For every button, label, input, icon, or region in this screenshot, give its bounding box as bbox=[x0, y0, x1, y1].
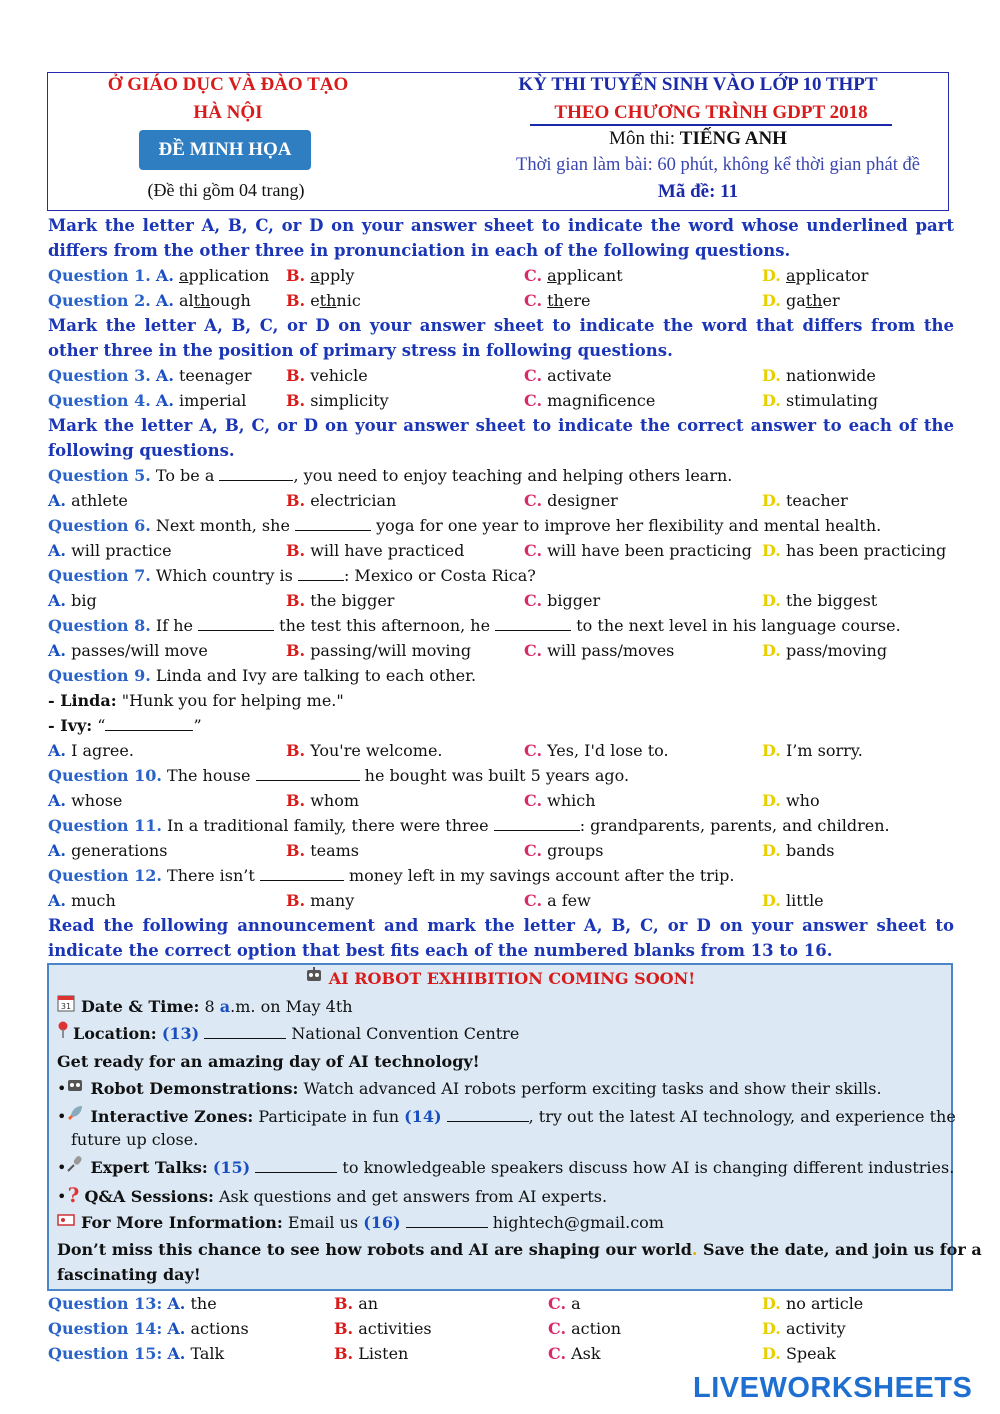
option-text: teams bbox=[310, 841, 360, 860]
option-letter: C. bbox=[524, 741, 543, 760]
option-text: many bbox=[310, 891, 355, 910]
quote-close: ” bbox=[193, 716, 202, 735]
ready-line: Get ready for an amazing day of AI technology! bbox=[57, 1051, 480, 1071]
option-letter: B. bbox=[286, 266, 306, 285]
option-letter: D. bbox=[762, 541, 781, 560]
option-text: I agree. bbox=[71, 741, 134, 760]
reading-questions bbox=[48, 1291, 954, 1366]
option-text: much bbox=[71, 891, 116, 910]
option-letter: C. bbox=[524, 541, 543, 560]
answer-blank[interactable] bbox=[295, 514, 371, 531]
option-letter: D. bbox=[762, 491, 781, 510]
option-text: nic bbox=[336, 291, 361, 310]
subject-line bbox=[478, 128, 918, 150]
option-letter: A. bbox=[155, 391, 174, 410]
option-text: Speak bbox=[785, 1344, 836, 1363]
option-text: al bbox=[178, 291, 194, 310]
underlined-part: th bbox=[319, 291, 337, 310]
option-letter: C. bbox=[524, 841, 543, 860]
question-7-stem bbox=[48, 563, 954, 588]
logo-worksheets: WORKSHEETS bbox=[759, 1372, 973, 1404]
question-label: Question 13: bbox=[48, 1294, 163, 1313]
question-8-stem bbox=[48, 613, 954, 638]
option-text: pplication bbox=[188, 266, 270, 285]
question-text: The house bbox=[161, 766, 256, 785]
blank-number: (14) bbox=[404, 1106, 442, 1126]
question-12-stem bbox=[48, 863, 954, 888]
demo-text: Watch advanced AI robots perform exciting tasks and show their skills. bbox=[298, 1079, 882, 1098]
option-text: activities bbox=[358, 1319, 432, 1338]
question-1 bbox=[48, 263, 954, 288]
demo-row bbox=[57, 1075, 943, 1103]
option-text: little bbox=[785, 891, 824, 910]
question-3 bbox=[48, 363, 954, 388]
option-letter: A. bbox=[48, 641, 66, 660]
info-email: hightech@gmail.com bbox=[487, 1213, 664, 1232]
option-text: simplicity bbox=[310, 391, 389, 410]
option-letter: D. bbox=[762, 1294, 781, 1313]
option-letter: B. bbox=[286, 741, 306, 760]
question-6-stem bbox=[48, 513, 954, 538]
option-letter: C. bbox=[524, 791, 543, 810]
question-text: , you need to enjoy teaching and helping others learn. bbox=[293, 466, 733, 485]
blank-number: (13) bbox=[161, 1024, 200, 1043]
option-text: pass/moving bbox=[785, 641, 888, 660]
option-text: actions bbox=[190, 1319, 249, 1338]
option-letter: D. bbox=[762, 591, 781, 610]
location-label: Location: bbox=[73, 1024, 157, 1043]
question-label: Question 8. bbox=[48, 616, 151, 635]
info-label: For More Information: bbox=[81, 1213, 283, 1232]
department-city: HÀ NỘI bbox=[193, 102, 263, 123]
question-label: Question 5. bbox=[48, 466, 151, 485]
answer-blank[interactable] bbox=[204, 1022, 286, 1039]
zones-text: Participate in fun bbox=[253, 1106, 405, 1126]
question-11-stem bbox=[48, 813, 954, 838]
logo-live: LIVE bbox=[693, 1372, 760, 1404]
closing-text: Don’t miss this chance to see how robots and AI are shaping our world bbox=[57, 1239, 692, 1259]
option-letter: A. bbox=[167, 1294, 186, 1313]
date-text-highlight: a bbox=[219, 996, 231, 1016]
rocket-icon bbox=[66, 1103, 84, 1131]
bullet-icon: • bbox=[57, 1186, 67, 1206]
option-text: imperial bbox=[178, 391, 247, 410]
option-text: vehicle bbox=[310, 366, 368, 385]
option-text: pplicant bbox=[556, 266, 623, 285]
closing-line-1 bbox=[57, 1237, 982, 1262]
option-text: You're welcome. bbox=[310, 741, 443, 760]
option-text: bands bbox=[785, 841, 835, 860]
option-letter: B. bbox=[334, 1294, 354, 1313]
option-letter: C. bbox=[524, 591, 543, 610]
option-text: passing/will moving bbox=[310, 641, 472, 660]
option-letter: A. bbox=[167, 1319, 186, 1338]
option-letter: B. bbox=[286, 791, 306, 810]
option-letter: A. bbox=[48, 591, 66, 610]
option-text: generations bbox=[71, 841, 168, 860]
underlined-part: th bbox=[193, 291, 211, 310]
option-letter: D. bbox=[762, 366, 781, 385]
answer-blank[interactable] bbox=[298, 564, 344, 581]
option-text: the biggest bbox=[785, 591, 878, 610]
question-11-options bbox=[48, 838, 954, 863]
option-letter: A. bbox=[155, 266, 174, 285]
microphone-icon bbox=[66, 1154, 84, 1182]
question-text: to the next level in his language course. bbox=[571, 616, 901, 635]
option-text: whose bbox=[71, 791, 123, 810]
option-text: an bbox=[358, 1294, 379, 1313]
sample-exam-badge: ĐỀ MINH HỌA bbox=[139, 130, 311, 170]
question-4 bbox=[48, 388, 954, 413]
option-text: who bbox=[785, 791, 820, 810]
option-text: groups bbox=[547, 841, 604, 860]
option-text: er bbox=[822, 291, 840, 310]
option-letter: B. bbox=[286, 291, 306, 310]
option-text: nationwide bbox=[785, 366, 876, 385]
question-text: To be a bbox=[155, 466, 220, 485]
qa-row bbox=[57, 1182, 943, 1210]
underlined-part: a bbox=[178, 266, 189, 285]
question-14 bbox=[48, 1316, 954, 1341]
option-text: bigger bbox=[547, 591, 601, 610]
answer-blank[interactable] bbox=[219, 464, 293, 481]
program-name: THEO CHƯƠNG TRÌNH GDPT 2018 bbox=[530, 102, 892, 126]
answer-blank[interactable] bbox=[495, 614, 571, 631]
option-letter: A. bbox=[48, 541, 66, 560]
date-text: .m. on May 4th bbox=[230, 996, 353, 1016]
dialogue-text: "Hunk you for helping me." bbox=[116, 691, 344, 710]
option-letter: C. bbox=[548, 1319, 567, 1338]
option-letter: C. bbox=[524, 491, 543, 510]
option-text: whom bbox=[310, 791, 359, 810]
option-letter: C. bbox=[524, 391, 543, 410]
question-5-options bbox=[48, 488, 954, 513]
zones-row bbox=[57, 1103, 956, 1131]
option-letter: C. bbox=[524, 891, 543, 910]
question-label: Question 15: bbox=[48, 1344, 163, 1363]
question-8-options bbox=[48, 638, 954, 663]
option-letter: D. bbox=[762, 841, 781, 860]
option-letter: B. bbox=[286, 366, 306, 385]
question-13 bbox=[48, 1291, 954, 1316]
option-text: a bbox=[571, 1294, 581, 1313]
option-letter: B. bbox=[286, 541, 306, 560]
answer-blank[interactable] bbox=[447, 1105, 529, 1122]
time-limit: Thời gian làm bài: 60 phút, không kể thời gian phát đề bbox=[516, 155, 920, 175]
question-6-options bbox=[48, 538, 954, 563]
question-15 bbox=[48, 1341, 954, 1366]
blank-number: (15) bbox=[212, 1158, 251, 1177]
option-text: athlete bbox=[71, 491, 128, 510]
question-10-options bbox=[48, 788, 954, 813]
question-label: Question 11. bbox=[48, 816, 162, 835]
svg-text:31: 31 bbox=[60, 1001, 72, 1011]
option-text: electrician bbox=[310, 491, 397, 510]
department-name: Ở GIÁO DỤC VÀ ĐÀO TẠO bbox=[107, 74, 349, 95]
option-text: Ask bbox=[571, 1344, 601, 1363]
option-text: magnificence bbox=[547, 391, 656, 410]
robot-icon bbox=[66, 1075, 84, 1103]
option-text: Yes, I'd lose to. bbox=[547, 741, 669, 760]
demo-label: Robot Demonstrations: bbox=[90, 1079, 299, 1098]
option-letter: D. bbox=[762, 1319, 781, 1338]
date-row bbox=[57, 993, 943, 1021]
question-text: yoga for one year to improve her flexibility and mental health. bbox=[371, 516, 882, 535]
question-text: In a traditional family, there were three bbox=[161, 816, 494, 835]
question-text: money left in my savings account after the trip. bbox=[343, 866, 735, 885]
exam-code: Mã đề: 11 bbox=[657, 181, 739, 202]
answer-blank[interactable] bbox=[105, 714, 193, 731]
calendar-icon bbox=[57, 993, 75, 1021]
option-letter: D. bbox=[762, 266, 781, 285]
question-text: he bought was built 5 years ago. bbox=[359, 766, 630, 785]
option-text: which bbox=[547, 791, 596, 810]
option-text: will pass/moves bbox=[547, 641, 675, 660]
talks-label: Expert Talks: bbox=[90, 1158, 208, 1177]
zones-row-2: future up close. bbox=[71, 1130, 199, 1149]
option-text: passes/will move bbox=[71, 641, 208, 660]
option-text: Talk bbox=[190, 1344, 225, 1363]
question-2 bbox=[48, 288, 954, 313]
option-text: ga bbox=[785, 291, 806, 310]
instruction-stress: Mark the letter A, B, C, or D on your answer sheet to indicate the word that differs from the other three in the position of primary stress in following questions. bbox=[48, 316, 954, 360]
underlined-part: th bbox=[805, 291, 823, 310]
option-text: ere bbox=[563, 291, 591, 310]
option-text: activate bbox=[547, 366, 612, 385]
underlined-part: a bbox=[310, 266, 320, 285]
location-text: National Convention Centre bbox=[286, 1024, 520, 1043]
option-letter: B. bbox=[286, 491, 306, 510]
announcement-title-row bbox=[57, 965, 943, 993]
announcement-box bbox=[47, 963, 982, 1291]
question-text: : grandparents, parents, and children. bbox=[579, 816, 890, 835]
option-letter: A. bbox=[48, 741, 66, 760]
exam-title: KỲ THI TUYỂN SINH VÀO LỚP 10 THPT bbox=[518, 74, 878, 95]
option-letter: B. bbox=[286, 391, 306, 410]
subject-value: TIẾNG ANH bbox=[679, 128, 787, 149]
bullet-icon: • bbox=[57, 1079, 67, 1098]
date-label: Date & Time: bbox=[81, 996, 200, 1016]
option-text: has been practicing bbox=[785, 541, 947, 560]
zones-text: , try out the latest AI technology, and experience the bbox=[528, 1106, 956, 1126]
instruction-pronunciation: Mark the letter A, B, C, or D on your answer sheet to indicate the word whose underlined part differs from the other three in pronunciation in each of the following questions. bbox=[48, 216, 954, 260]
speaker-label: - Ivy: bbox=[48, 716, 93, 735]
qa-label: Q&A Sessions: bbox=[84, 1186, 214, 1206]
question-label: Question 12. bbox=[48, 866, 162, 885]
option-letter: B. bbox=[286, 841, 306, 860]
option-letter: A. bbox=[48, 891, 66, 910]
option-letter: D. bbox=[762, 391, 781, 410]
question-text: Next month, she bbox=[155, 516, 295, 535]
question-text: Linda and Ivy are talking to each other. bbox=[155, 666, 477, 685]
question-9-options bbox=[48, 738, 954, 763]
exam-header bbox=[47, 72, 949, 211]
closing-text: Save the date, and join us for a bbox=[697, 1239, 982, 1259]
option-letter: B. bbox=[286, 891, 306, 910]
question-9-stem bbox=[48, 663, 954, 688]
option-text: big bbox=[71, 591, 97, 610]
instruction-correct-answer: Mark the letter A, B, C, or D on your answer sheet to indicate the correct answer to each of the following questions. bbox=[48, 416, 954, 460]
underlined-part: a bbox=[547, 266, 557, 285]
info-row bbox=[57, 1209, 943, 1237]
instruction-reading: Read the following announcement and mark the letter A, B, C, or D on your answer sheet to indicate the correct option that best fits each of the numbered blanks from 13 to 16. bbox=[48, 916, 954, 960]
info-text: Email us bbox=[282, 1213, 364, 1232]
answer-blank[interactable] bbox=[255, 1156, 337, 1173]
option-text: no article bbox=[785, 1294, 864, 1313]
option-text: will have practiced bbox=[310, 541, 465, 560]
option-letter: A. bbox=[48, 491, 66, 510]
answer-blank[interactable] bbox=[260, 864, 344, 881]
option-letter: D. bbox=[762, 791, 781, 810]
question-text: If he bbox=[155, 616, 199, 635]
option-letter: A. bbox=[48, 841, 66, 860]
question-5-stem bbox=[48, 463, 954, 488]
date-text: 8 bbox=[199, 996, 220, 1016]
option-letter: A. bbox=[155, 291, 174, 310]
option-letter: B. bbox=[334, 1319, 354, 1338]
pin-icon bbox=[57, 1020, 69, 1048]
option-text: designer bbox=[547, 491, 618, 510]
closing-text: . bbox=[691, 1239, 698, 1259]
question-10-stem bbox=[48, 763, 954, 788]
zones-label: Interactive Zones: bbox=[90, 1106, 254, 1126]
option-text: will practice bbox=[71, 541, 172, 560]
talks-text: to knowledgeable speakers discuss how AI is changing different industries. bbox=[337, 1158, 955, 1177]
page-count: (Đề thi gồm 04 trang) bbox=[147, 180, 305, 200]
question-label: Question 14: bbox=[48, 1319, 163, 1338]
option-text: teenager bbox=[178, 366, 252, 385]
answer-blank[interactable] bbox=[198, 614, 274, 631]
speaker-label: - Linda: bbox=[48, 691, 117, 710]
option-text: Listen bbox=[358, 1344, 409, 1363]
question-label: Question 2. bbox=[48, 291, 151, 310]
option-text: a few bbox=[547, 891, 591, 910]
questions-section bbox=[48, 213, 954, 963]
dialogue-ivy bbox=[48, 713, 954, 738]
question-label: Question 3. bbox=[48, 366, 151, 385]
option-letter: D. bbox=[762, 641, 781, 660]
answer-blank[interactable] bbox=[256, 764, 360, 781]
option-letter: C. bbox=[524, 641, 543, 660]
option-letter: C. bbox=[524, 291, 543, 310]
option-text: teacher bbox=[785, 491, 848, 510]
closing-line-2: fascinating day! bbox=[57, 1264, 201, 1284]
option-letter: D. bbox=[762, 741, 781, 760]
question-label: Question 6. bbox=[48, 516, 151, 535]
option-letter: B. bbox=[334, 1344, 354, 1363]
question-label: Question 7. bbox=[48, 566, 151, 585]
option-letter: A. bbox=[155, 366, 174, 385]
question-label: Question 1. bbox=[48, 266, 151, 285]
option-text: stimulating bbox=[785, 391, 878, 410]
option-letter: C. bbox=[524, 366, 543, 385]
option-text: the bigger bbox=[310, 591, 395, 610]
option-text: pply bbox=[319, 266, 355, 285]
option-letter: D. bbox=[762, 291, 781, 310]
question-mark-icon: ? bbox=[67, 1182, 80, 1207]
quote-open: “ bbox=[92, 716, 106, 735]
subject-label: Môn thi: bbox=[609, 128, 676, 149]
option-text: action bbox=[571, 1319, 622, 1338]
option-letter: B. bbox=[286, 641, 306, 660]
robot-icon bbox=[305, 965, 323, 993]
question-text: : Mexico or Costa Rica? bbox=[343, 566, 536, 585]
qa-text: Ask questions and get answers from AI experts. bbox=[213, 1186, 608, 1206]
option-text: e bbox=[310, 291, 320, 310]
question-label: Question 9. bbox=[48, 666, 151, 685]
option-letter: D. bbox=[762, 891, 781, 910]
option-text: activity bbox=[785, 1319, 846, 1338]
underlined-part: th bbox=[547, 291, 564, 310]
option-letter: D. bbox=[762, 1344, 781, 1363]
bullet-icon: • bbox=[57, 1158, 67, 1177]
question-label: Question 4. bbox=[48, 391, 151, 410]
option-text: ough bbox=[210, 291, 251, 310]
bullet-icon: • bbox=[57, 1106, 67, 1126]
option-letter: A. bbox=[48, 791, 66, 810]
option-letter: C. bbox=[548, 1344, 567, 1363]
location-row bbox=[57, 1020, 943, 1048]
option-letter: A. bbox=[167, 1344, 186, 1363]
question-text: Which country is bbox=[155, 566, 298, 585]
talks-row bbox=[57, 1154, 955, 1182]
announcement-title: AI ROBOT EXHIBITION COMING SOON! bbox=[328, 969, 696, 988]
option-letter: B. bbox=[286, 591, 306, 610]
question-7-options bbox=[48, 588, 954, 613]
option-text: the bbox=[190, 1294, 217, 1313]
question-12-options bbox=[48, 888, 954, 913]
question-text: the test this afternoon, he bbox=[274, 616, 496, 635]
answer-blank[interactable] bbox=[406, 1211, 488, 1228]
underlined-part: a bbox=[785, 266, 796, 285]
blank-number: (16) bbox=[363, 1213, 401, 1232]
question-label: Question 10. bbox=[48, 766, 162, 785]
question-text: There isn’t bbox=[161, 866, 260, 885]
dialogue-linda bbox=[48, 688, 954, 713]
liveworksheets-logo bbox=[693, 1372, 972, 1405]
option-text: I’m sorry. bbox=[785, 741, 863, 760]
option-letter: C. bbox=[524, 266, 543, 285]
answer-blank[interactable] bbox=[494, 814, 580, 831]
mailbox-icon bbox=[57, 1209, 75, 1237]
option-letter: C. bbox=[548, 1294, 567, 1313]
option-text: will have been practicing bbox=[547, 541, 752, 560]
option-text: pplicator bbox=[795, 266, 869, 285]
